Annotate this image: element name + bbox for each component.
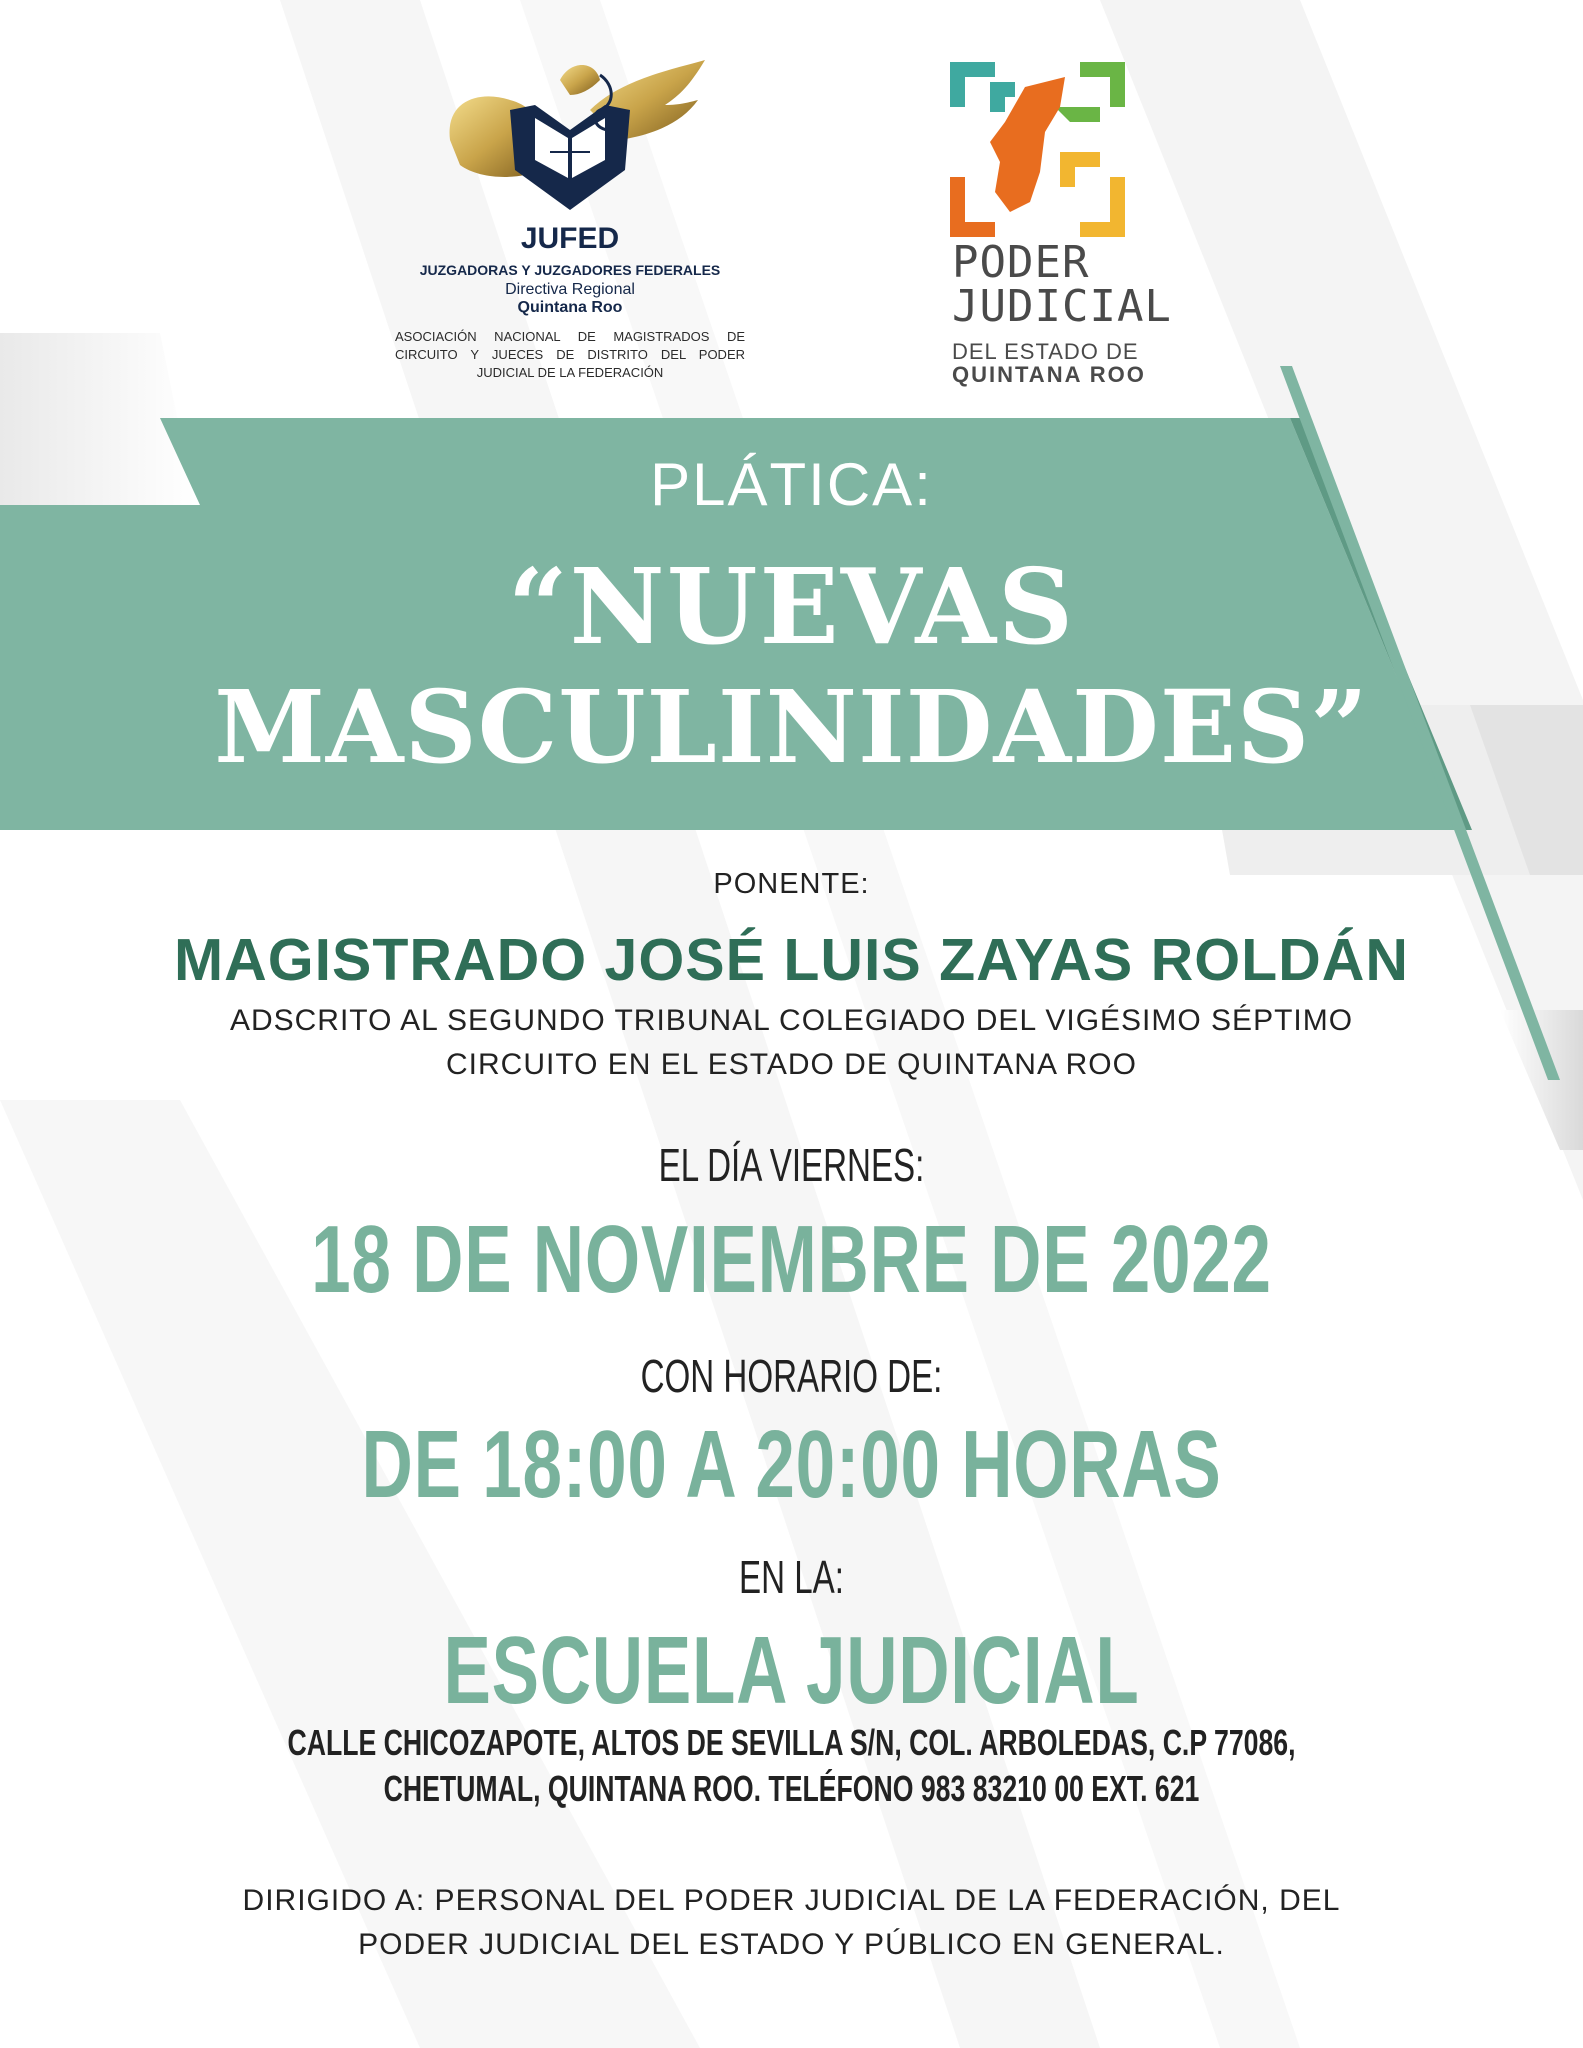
time-label: CON HORARIO DE: xyxy=(640,1350,943,1402)
pj-line1: PODER xyxy=(952,237,1090,288)
speaker-label: PONENTE: xyxy=(713,868,870,900)
jufed-eagle-scales-emblem-icon xyxy=(440,60,710,220)
banner-title-line2: MASCULINIDADES” xyxy=(214,668,1369,786)
audience-line2: PODER JUDICIAL DEL ESTADO Y PÚBLICO EN GENERAL. xyxy=(358,1928,1225,1961)
address-line1: CALLE CHICOZAPOTE, ALTOS DE SEVILLA S/N, COL. ARBOLEDAS, C.P 77086, xyxy=(287,1722,1296,1763)
jufed-association: ASOCIACIÓN NACIONAL DE MAGISTRADOS DE CIRCUITO Y JUECES DE DISTRITO DEL PODER JUDICIAL DE LA FEDERACIÓN xyxy=(395,329,745,380)
pj-line2: JUDICIAL xyxy=(952,281,1172,332)
jufed-line1: JUZGADORAS Y JUZGADORES FEDERALES xyxy=(419,262,721,278)
jufed-line3: Quintana Roo xyxy=(517,299,623,316)
jufed-line2: Directiva Regional xyxy=(505,281,635,298)
event-date: 18 DE NOVIEMBRE DE 2022 xyxy=(311,1206,1272,1313)
poder-judicial-logo xyxy=(940,62,1200,392)
place-label: EN LA: xyxy=(739,1551,844,1603)
event-place: ESCUELA JUDICIAL xyxy=(443,1617,1140,1724)
address-line2: CHETUMAL, QUINTANA ROO. TELÉFONO 983 83210 00 EXT. 621 xyxy=(383,1768,1200,1809)
banner-title-line1: “NUEVAS xyxy=(507,545,1076,668)
pj-line4: QUINTANA ROO xyxy=(952,362,1146,387)
event-time: DE 18:00 A 20:00 HORAS xyxy=(361,1411,1222,1518)
banner-label: PLÁTICA: xyxy=(650,451,933,518)
audience-line1: DIRIGIDO A: PERSONAL DEL PODER JUDICIAL DE LA FEDERACIÓN, DEL xyxy=(242,1884,1341,1917)
speaker-name: MAGISTRADO JOSÉ LUIS ZAYAS ROLDÁN xyxy=(173,927,1409,993)
quintana-roo-map-emblem-icon xyxy=(950,62,1135,237)
jufed-logo xyxy=(390,60,750,390)
speaker-position-line2: CIRCUITO EN EL ESTADO DE QUINTANA ROO xyxy=(446,1048,1137,1081)
day-label: EL DÍA VIERNES: xyxy=(658,1139,925,1191)
jufed-title: JUFED xyxy=(520,222,620,255)
speaker-position-line1: ADSCRITO AL SEGUNDO TRIBUNAL COLEGIADO DEL VIGÉSIMO SÉPTIMO xyxy=(229,1004,1354,1037)
pj-line3: DEL ESTADO DE xyxy=(952,339,1139,364)
